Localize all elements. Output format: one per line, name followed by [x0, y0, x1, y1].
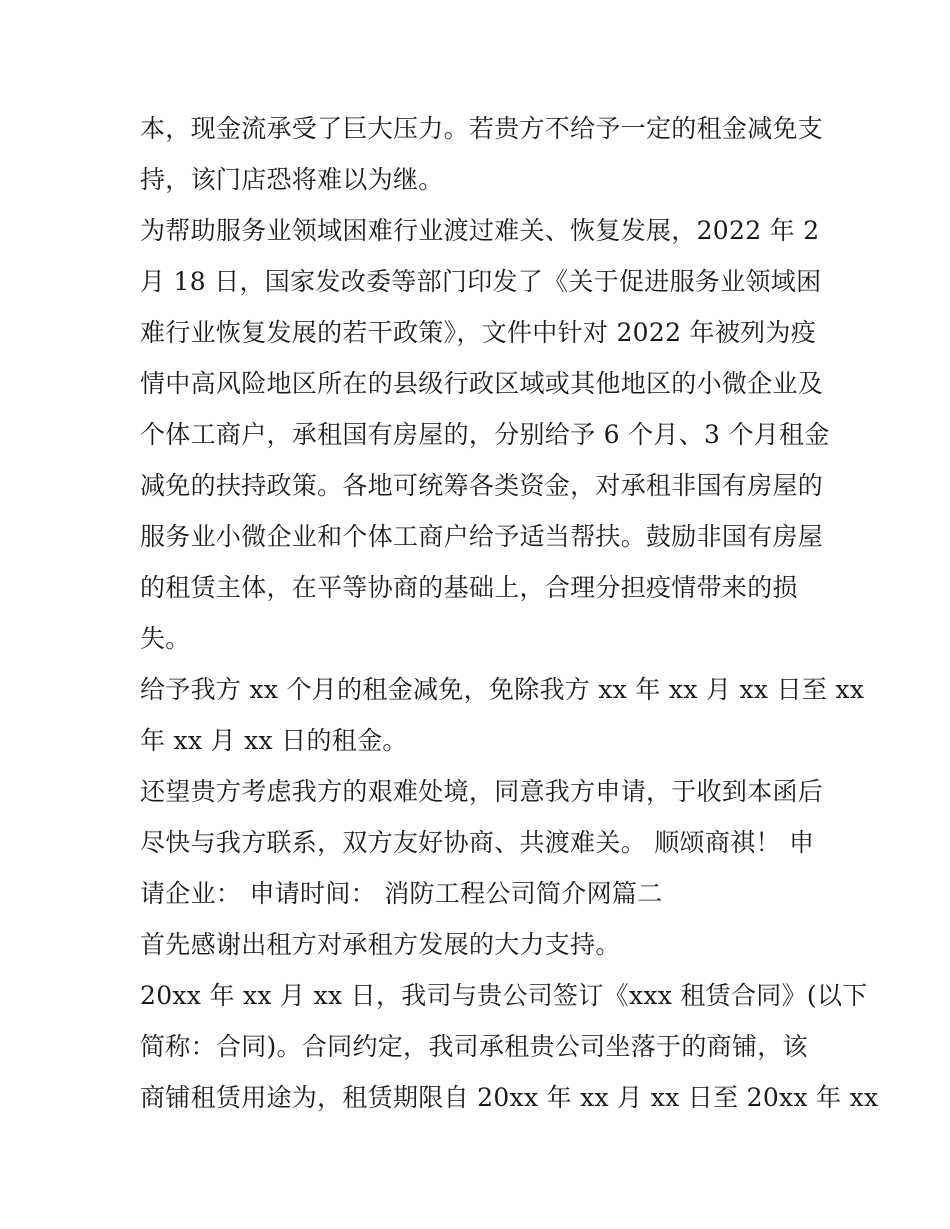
- text-line: 还望贵方考虑我方的艰难处境，同意我方申请，于收到本函后: [140, 777, 824, 806]
- text-line: 失。: [140, 624, 191, 653]
- text-line: 服务业小微企业和个体工商户给予适当帮扶。鼓励非国有房屋: [140, 522, 824, 551]
- text-line: 年 xx 月 xx 日的租金。: [140, 726, 408, 755]
- text-line: 情中高风险地区所在的县级行政区域或其他地区的小微企业及: [140, 369, 824, 398]
- text-line: 减免的扶持政策。各地可统筹各类资金，对承租非国有房屋的: [140, 471, 824, 500]
- text-line: 简称：合同)。合同约定，我司承租贵公司坐落于的商铺，该: [140, 1032, 808, 1061]
- text-line: 的租赁主体，在平等协商的基础上，合理分担疫情带来的损: [140, 573, 798, 602]
- text-line: 个体工商户，承租国有房屋的，分别给予 6 个月、3 个月租金: [140, 420, 830, 449]
- text-line: 月 18 日，国家发改委等部门印发了《关于促进服务业领域困: [140, 267, 822, 296]
- text-line: 商铺租赁用途为，租赁期限自 20xx 年 xx 月 xx 日至 20xx 年 xx: [140, 1083, 879, 1112]
- text-line: 请企业： 申请时间： 消防工程公司简介网篇二: [140, 879, 663, 908]
- text-line: 给予我方 xx 个月的租金减免，免除我方 xx 年 xx 月 xx 日至 xx: [140, 675, 865, 704]
- text-line: 为帮助服务业领域困难行业渡过难关、恢复发展，2022 年 2: [140, 216, 820, 245]
- text-line: 尽快与我方联系，双方友好协商、共渡难关。 顺颂商祺！ 申: [140, 828, 815, 857]
- text-line: 20xx 年 xx 月 xx 日，我司与贵公司签订《xxx 租赁合同》(以下: [140, 981, 868, 1010]
- text-line: 难行业恢复发展的若干政策》，文件中针对 2022 年被列为疫: [140, 318, 817, 347]
- text-line: 持，该门店恐将难以为继。: [140, 165, 444, 194]
- text-line: 本，现金流承受了巨大压力。若贵方不给予一定的租金减免支: [140, 114, 824, 143]
- text-line: 首先感谢出租方对承租方发展的大力支持。: [140, 930, 621, 959]
